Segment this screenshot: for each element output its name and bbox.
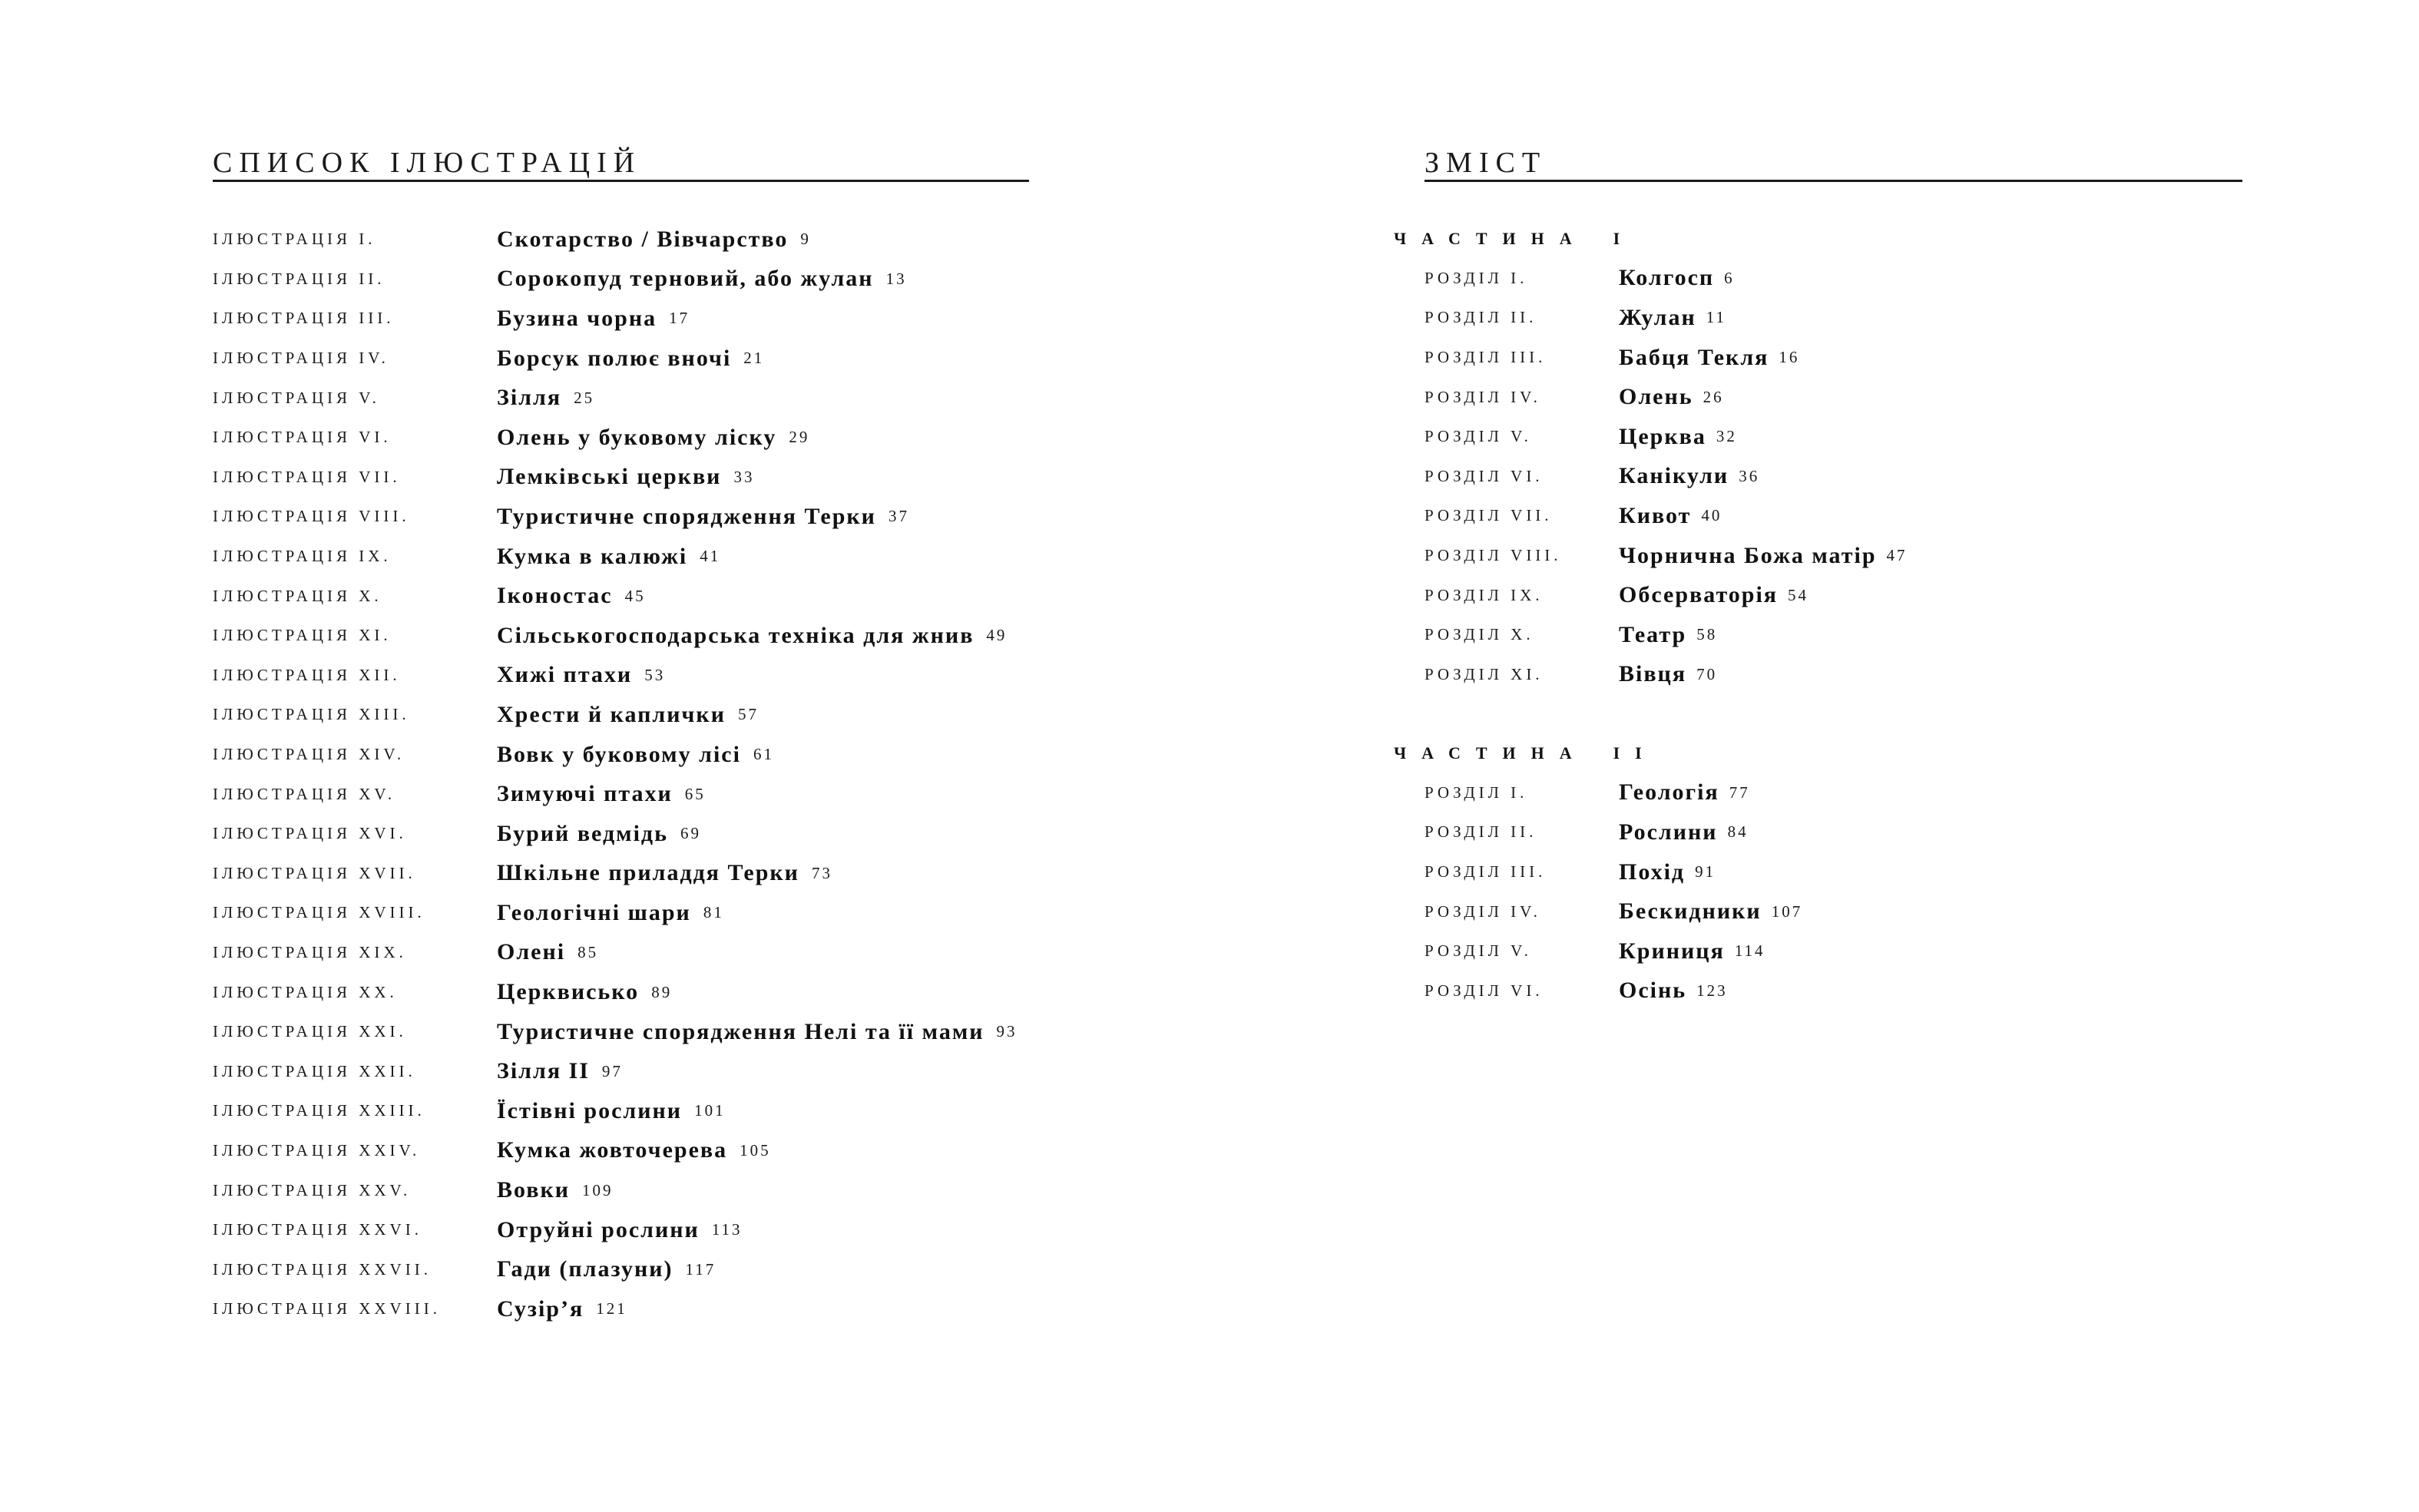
- illustration-title: Вовк у буковому лісі: [497, 741, 741, 767]
- illustration-row[interactable]: [213, 418, 1018, 458]
- chapter-label: РОЗДІЛ XI.: [1425, 664, 1544, 683]
- illustration-label: ІЛЮСТРАЦІЯ VI.: [213, 428, 392, 447]
- illustration-row[interactable]: [213, 854, 1018, 894]
- illustration-page-number: 109: [582, 1180, 614, 1199]
- chapter-row[interactable]: [1425, 377, 1908, 417]
- chapter-label: РОЗДІЛ II.: [1425, 308, 1537, 327]
- illustration-page-number: 105: [740, 1140, 771, 1160]
- illustration-page-number: 101: [694, 1101, 726, 1120]
- chapter-label: РОЗДІЛ VI.: [1425, 466, 1544, 485]
- illustration-page-number: 21: [743, 349, 765, 368]
- chapter-page-number: 36: [1739, 466, 1760, 485]
- chapter-label: РОЗДІЛ I.: [1425, 268, 1528, 287]
- chapter-row[interactable]: [1425, 338, 1908, 378]
- chapter-page-number: 16: [1779, 348, 1800, 367]
- chapter-label: РОЗДІЛ V.: [1425, 941, 1532, 961]
- illustration-row[interactable]: [213, 378, 1018, 418]
- illustration-label: ІЛЮСТРАЦІЯ XXVII.: [213, 1259, 432, 1279]
- illustration-row[interactable]: [213, 1170, 1018, 1210]
- chapter-page-number: 58: [1696, 625, 1718, 644]
- illustration-row[interactable]: [213, 260, 1018, 299]
- illustration-page-number: 29: [789, 428, 810, 447]
- chapter-page-number: 11: [1706, 308, 1726, 327]
- illustration-title: Отруйні рослини: [497, 1216, 700, 1242]
- illustration-label: ІЛЮСТРАЦІЯ XXVIII.: [213, 1299, 441, 1318]
- illustration-page-number: 37: [888, 507, 909, 526]
- illustration-row[interactable]: [213, 695, 1018, 735]
- chapter-label: РОЗДІЛ II.: [1425, 822, 1537, 842]
- chapter-row[interactable]: [1425, 615, 1908, 655]
- illustration-row[interactable]: [213, 537, 1018, 577]
- chapter-row[interactable]: [1425, 457, 1908, 497]
- illustration-page-number: 45: [624, 586, 646, 605]
- illustration-title: Олень у буковому ліску: [497, 424, 777, 450]
- illustration-page-number: 33: [733, 467, 755, 486]
- part-two: [1394, 733, 1802, 1011]
- illustration-label: ІЛЮСТРАЦІЯ VII.: [213, 467, 401, 486]
- illustration-label: ІЛЮСТРАЦІЯ XIX.: [213, 942, 407, 961]
- illustration-row[interactable]: [213, 1051, 1018, 1091]
- illustration-title: Бурий ведмідь: [497, 820, 668, 846]
- chapter-row[interactable]: [1425, 773, 1802, 813]
- illustration-label: ІЛЮСТРАЦІЯ XX.: [213, 982, 398, 1001]
- chapter-page-number: 123: [1696, 981, 1728, 1000]
- illustration-row[interactable]: [213, 1091, 1018, 1131]
- chapter-label: РОЗДІЛ IV.: [1425, 387, 1541, 406]
- illustration-label: ІЛЮСТРАЦІЯ I.: [213, 230, 376, 249]
- illustration-row[interactable]: [213, 220, 1018, 260]
- chapter-title: Чорнична Божа матір: [1619, 542, 1877, 568]
- illustration-row[interactable]: [213, 339, 1018, 379]
- chapter-label: РОЗДІЛ X.: [1425, 625, 1534, 644]
- illustration-label: ІЛЮСТРАЦІЯ XV.: [213, 784, 396, 803]
- illustration-row[interactable]: [213, 656, 1018, 696]
- illustration-row[interactable]: [213, 616, 1018, 656]
- chapter-row[interactable]: [1425, 259, 1908, 299]
- illustration-label: ІЛЮСТРАЦІЯ V.: [213, 388, 380, 407]
- illustration-page-number: 97: [601, 1061, 623, 1080]
- illustration-page-number: 61: [753, 745, 774, 764]
- part-one: [1394, 219, 1908, 694]
- illustration-row[interactable]: [213, 893, 1018, 933]
- chapter-row[interactable]: [1425, 931, 1802, 971]
- illustration-row[interactable]: [213, 576, 1018, 616]
- chapter-page-number: 84: [1727, 822, 1749, 842]
- chapter-page-number: 77: [1729, 782, 1750, 802]
- chapter-title: Рослини: [1619, 819, 1718, 845]
- illustration-row[interactable]: [213, 1012, 1018, 1052]
- illustration-row[interactable]: [213, 933, 1018, 973]
- chapter-page-number: 6: [1724, 268, 1735, 287]
- chapter-label: РОЗДІЛ III.: [1425, 862, 1547, 882]
- chapter-page-number: 47: [1886, 546, 1908, 565]
- illustration-row[interactable]: [213, 1249, 1018, 1289]
- illustration-page-number: 17: [669, 309, 690, 328]
- illustration-page-number: 49: [986, 626, 1008, 645]
- chapter-row[interactable]: [1425, 417, 1908, 457]
- illustration-row[interactable]: [213, 814, 1018, 854]
- illustration-label: ІЛЮСТРАЦІЯ XXVI.: [213, 1220, 422, 1239]
- chapter-title: Бескидники: [1619, 898, 1762, 925]
- illustration-page-number: 25: [574, 388, 595, 407]
- chapter-title: Геологія: [1619, 779, 1719, 806]
- chapter-title: Канікули: [1619, 463, 1729, 489]
- chapter-row[interactable]: [1425, 655, 1908, 695]
- illustration-title: Сільськогосподарська техніка для жнив: [497, 622, 975, 648]
- illustration-label: ІЛЮСТРАЦІЯ IV.: [213, 349, 389, 368]
- illustration-label: ІЛЮСТРАЦІЯ XVIII.: [213, 903, 425, 922]
- chapter-title: Колгосп: [1619, 265, 1715, 291]
- chapter-title: Бабця Текля: [1619, 344, 1769, 370]
- contents-heading: ЗМІСТ: [1425, 147, 1547, 179]
- chapter-list: [1394, 773, 1802, 1011]
- illustration-title: Хижі птахи: [497, 662, 633, 688]
- illustration-label: ІЛЮСТРАЦІЯ XXV.: [213, 1180, 412, 1199]
- chapter-page-number: 26: [1703, 387, 1724, 406]
- illustration-page-number: 57: [737, 705, 759, 724]
- illustration-title: Хрести й каплички: [497, 701, 726, 727]
- illustration-label: ІЛЮСТРАЦІЯ IX.: [213, 547, 392, 566]
- part-heading: [1394, 733, 1802, 773]
- part-label: ЧАСТИНА: [1394, 228, 1587, 248]
- illustration-page-number: 73: [811, 863, 832, 882]
- chapter-title: Осінь: [1619, 978, 1687, 1004]
- illustration-page-number: 81: [703, 903, 724, 922]
- illustration-row[interactable]: [213, 972, 1018, 1012]
- chapter-row[interactable]: [1425, 812, 1802, 852]
- chapter-list: [1394, 259, 1908, 695]
- chapter-row[interactable]: [1425, 496, 1908, 536]
- chapter-title: Жулан: [1619, 304, 1696, 330]
- illustration-row[interactable]: [213, 774, 1018, 814]
- illustration-title: Вовки: [497, 1177, 571, 1203]
- part-numeral: I: [1613, 228, 1636, 248]
- chapter-row[interactable]: [1425, 971, 1802, 1011]
- part-heading: [1394, 219, 1908, 259]
- chapter-label: РОЗДІЛ III.: [1425, 348, 1547, 367]
- chapter-label: РОЗДІЛ VIII.: [1425, 546, 1562, 565]
- illustration-title: Сорокопуд терновий, або жулан: [497, 266, 874, 292]
- chapter-label: РОЗДІЛ IX.: [1425, 585, 1544, 604]
- chapter-page-number: 114: [1734, 941, 1765, 961]
- chapter-label: РОЗДІЛ V.: [1425, 427, 1532, 446]
- illustration-label: ІЛЮСТРАЦІЯ XXIV.: [213, 1140, 421, 1160]
- chapter-page-number: 107: [1771, 902, 1803, 921]
- chapter-row[interactable]: [1425, 892, 1802, 931]
- chapter-row[interactable]: [1425, 536, 1908, 576]
- illustration-title: Церквисько: [497, 979, 640, 1005]
- illustration-title: Борсук полює вночі: [497, 345, 732, 371]
- chapter-label: РОЗДІЛ VII.: [1425, 506, 1553, 525]
- illustration-title: Скотарство / Вівчарство: [497, 226, 789, 252]
- part-label: ЧАСТИНА: [1394, 743, 1587, 763]
- illustration-row[interactable]: [213, 1289, 1018, 1329]
- illustration-label: ІЛЮСТРАЦІЯ XII.: [213, 665, 401, 684]
- illustration-title: Зілля: [497, 385, 562, 411]
- illustration-label: ІЛЮСТРАЦІЯ XVI.: [213, 824, 407, 843]
- chapter-label: РОЗДІЛ IV.: [1425, 902, 1541, 921]
- illustrations-heading-rule: [213, 180, 1029, 182]
- illustration-title: Зілля II: [497, 1058, 590, 1084]
- chapter-title: Вівця: [1619, 661, 1687, 687]
- chapter-title: Театр: [1619, 621, 1687, 647]
- contents-heading-rule: [1425, 180, 2242, 182]
- illustration-title: Зимуючі птахи: [497, 781, 673, 807]
- illustration-title: Кумка жовточерева: [497, 1137, 728, 1163]
- illustration-page-number: 13: [885, 269, 907, 288]
- illustration-title: Іконостас: [497, 583, 613, 609]
- illustration-page-number: 93: [996, 1022, 1018, 1041]
- illustration-title: Гади (плазуни): [497, 1256, 673, 1282]
- illustration-label: ІЛЮСТРАЦІЯ XI.: [213, 626, 392, 645]
- chapter-title: Церква: [1619, 423, 1706, 449]
- chapter-page-number: 40: [1701, 506, 1722, 525]
- illustration-title: Їстівні рослини: [497, 1097, 683, 1123]
- illustration-row[interactable]: [213, 1131, 1018, 1171]
- illustration-row[interactable]: [213, 735, 1018, 775]
- chapter-row[interactable]: [1425, 575, 1908, 615]
- illustration-label: ІЛЮСТРАЦІЯ XXII.: [213, 1061, 416, 1080]
- chapter-title: Олень: [1619, 384, 1693, 410]
- chapter-title: Похід: [1619, 859, 1686, 885]
- illustration-page-number: 65: [684, 784, 706, 803]
- illustration-label: ІЛЮСТРАЦІЯ XXI.: [213, 1022, 407, 1041]
- chapter-page-number: 54: [1788, 585, 1809, 604]
- illustration-page-number: 113: [711, 1220, 743, 1239]
- illustration-page-number: 69: [680, 824, 701, 843]
- illustration-title: Кумка в калюжі: [497, 543, 688, 569]
- chapter-title: Криниця: [1619, 938, 1725, 964]
- illustration-row[interactable]: [213, 1210, 1018, 1250]
- illustrations-heading: СПИСОК ІЛЮСТРАЦІЙ: [213, 147, 642, 179]
- illustration-label: ІЛЮСТРАЦІЯ XIV.: [213, 745, 405, 764]
- illustration-page-number: 117: [685, 1259, 716, 1279]
- illustration-title: Олені: [497, 939, 566, 965]
- illustration-page-number: 89: [651, 982, 673, 1001]
- chapter-title: Кивот: [1619, 502, 1692, 528]
- illustration-label: ІЛЮСТРАЦІЯ XVII.: [213, 863, 416, 882]
- illustration-page-number: 41: [700, 547, 721, 566]
- chapter-row[interactable]: [1425, 852, 1802, 892]
- illustration-page-number: 9: [800, 230, 811, 249]
- illustration-title: Туристичне спорядження Нелі та її мами: [497, 1018, 984, 1044]
- chapter-row[interactable]: [1425, 298, 1908, 338]
- illustration-page-number: 85: [577, 942, 599, 961]
- illustration-label: ІЛЮСТРАЦІЯ III.: [213, 309, 395, 328]
- illustration-label: ІЛЮСТРАЦІЯ XIII.: [213, 705, 410, 724]
- illustration-label: ІЛЮСТРАЦІЯ X.: [213, 586, 382, 605]
- chapter-page-number: 70: [1696, 664, 1718, 683]
- illustration-title: Туристичне спорядження Терки: [497, 503, 876, 529]
- illustration-title: Геологічні шари: [497, 899, 691, 925]
- chapter-title: Обсерваторія: [1619, 582, 1779, 608]
- chapter-page-number: 32: [1716, 427, 1737, 446]
- chapter-label: РОЗДІЛ I.: [1425, 782, 1528, 802]
- illustration-page-number: 121: [596, 1299, 627, 1318]
- illustration-row[interactable]: [213, 299, 1018, 339]
- illustration-title: Сузір’я: [497, 1295, 584, 1322]
- illustration-row[interactable]: [213, 458, 1018, 498]
- illustration-label: ІЛЮСТРАЦІЯ II.: [213, 269, 386, 288]
- illustration-title: Бузина чорна: [497, 305, 657, 331]
- chapter-label: РОЗДІЛ VI.: [1425, 981, 1544, 1000]
- illustration-title: Шкільне приладдя Терки: [497, 860, 799, 886]
- illustrations-list: [213, 220, 1018, 1329]
- part-numeral: II: [1613, 743, 1657, 763]
- illustration-title: Лемківські церкви: [497, 464, 722, 490]
- illustration-row[interactable]: [213, 497, 1018, 537]
- illustration-page-number: 53: [644, 665, 666, 684]
- chapter-page-number: 91: [1695, 862, 1716, 882]
- illustration-label: ІЛЮСТРАЦІЯ XXIII.: [213, 1101, 425, 1120]
- illustration-label: ІЛЮСТРАЦІЯ VIII.: [213, 507, 410, 526]
